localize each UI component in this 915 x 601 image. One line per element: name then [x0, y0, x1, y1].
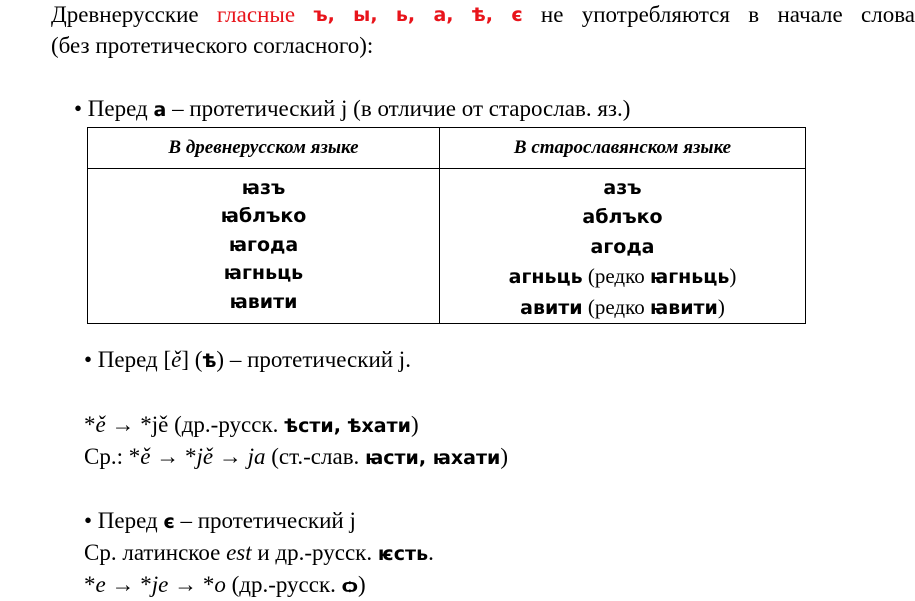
header-old-slavonic: В старославянском языке	[440, 128, 806, 169]
bullet-e-letter: ѣ	[202, 350, 217, 372]
rare-variant: ꙗгньць	[649, 266, 730, 289]
vowel-highlight: ъ,	[313, 4, 335, 26]
ex2-words: ꙗсти, ꙗхати	[365, 447, 501, 469]
example-e-to-o	[84, 570, 366, 601]
ex2-part: )	[500, 444, 508, 469]
old-russian-word: ꙗгньць	[223, 262, 304, 285]
ex4-part: → *	[105, 572, 152, 597]
ex1-part: )	[410, 412, 419, 437]
bullet-e-mid: ] (	[181, 347, 203, 372]
bullet-before-yat	[84, 345, 411, 376]
bullet-before-a	[74, 94, 630, 125]
ex1-part: *	[84, 412, 96, 437]
ex1-words: ѣсти, ѣхати	[284, 415, 411, 437]
intro-word: употребляются	[581, 2, 730, 27]
rare-note-close: )	[729, 264, 737, 289]
intro-word: слова	[861, 2, 915, 27]
rare-note: (редко	[582, 264, 650, 289]
old-slavonic-entry	[440, 174, 805, 203]
rare-note: (редко	[582, 294, 650, 319]
ex2-sound: jě	[196, 444, 214, 469]
vowel-highlight: а,	[433, 4, 454, 26]
bullet-ie-prefix: • Перед	[84, 508, 164, 533]
ex4-sound: e	[95, 572, 106, 597]
ex3-part: Ср. латинское	[84, 540, 227, 565]
intro-word: не	[540, 2, 564, 27]
ex2-part: Ср.: *	[84, 444, 141, 469]
ex2-sound: ja	[247, 444, 266, 469]
old-slavonic-entry	[440, 203, 805, 232]
old-slavonic-entry	[440, 262, 805, 292]
rare-note-close: )	[717, 294, 725, 319]
bullet-e-prefix: • Перед [	[84, 347, 172, 372]
old-russian-word: ꙗвити	[229, 290, 298, 313]
vowel-highlight: є	[511, 4, 523, 26]
intro-line-2: (без протетического согласного):	[51, 33, 374, 58]
vowel-highlight: ь,	[395, 4, 416, 26]
ex2-part: →	[213, 444, 248, 469]
table-body-row	[88, 169, 806, 324]
old-slavonic-word: авити	[520, 296, 583, 319]
old-slavonic-word: азъ	[603, 177, 642, 199]
old-russian-word: ꙗзъ	[241, 177, 286, 199]
example-yat-russian	[84, 410, 419, 441]
bullet-a-suffix: – протетический j (в отличие от старослав. яз.)	[166, 96, 631, 121]
header-old-russian: В древнерусском языке	[88, 128, 440, 169]
bullet-e-sound: ě	[171, 347, 182, 372]
bullet-ie-suffix: – протетический j	[174, 508, 356, 533]
ex2-part: → *	[150, 444, 197, 469]
vowel-highlight: гласные	[216, 2, 296, 27]
ex4-part: )	[358, 572, 366, 597]
comparison-table	[87, 127, 806, 324]
old-slavonic-entry	[440, 233, 805, 262]
ex4-sound: o	[214, 572, 226, 597]
old-slavonic-word: агода	[590, 235, 655, 258]
intro-word: Древнерусские	[51, 2, 199, 27]
intro-word: начале	[777, 2, 843, 27]
ex3-part: .	[428, 540, 434, 565]
rare-variant: ꙗвити	[649, 296, 718, 319]
ex2-part: (ст.-слав.	[265, 444, 366, 469]
table-header-row	[88, 128, 806, 169]
vowel-highlight: ы,	[353, 4, 378, 26]
ex4-part: (др.-русск.	[225, 572, 342, 597]
old-russian-column	[88, 169, 440, 324]
ex2-sound: ě	[140, 444, 151, 469]
old-slavonic-word: агньць	[508, 266, 583, 289]
ex1-sound: ě	[95, 412, 106, 437]
bullet-a-letter: а	[153, 99, 167, 121]
bullet-ie-letter: є	[163, 511, 175, 533]
old-russian-word: ꙗблъко	[220, 205, 307, 228]
bullet-before-ie	[84, 506, 356, 537]
ex4-part: → *	[168, 572, 215, 597]
ex1-part: → *jě (др.-русск.	[105, 412, 285, 437]
intro-line-1	[51, 0, 915, 30]
bullet-e-suffix: ) – протетический j.	[216, 347, 411, 372]
intro-word: в	[748, 2, 760, 27]
ex3-part: и др.-русск.	[251, 540, 378, 565]
old-slavonic-column	[440, 169, 806, 324]
ex3-latin: est	[226, 540, 252, 565]
old-slavonic-word: аблъко	[582, 206, 663, 229]
old-russian-word: ꙗгода	[228, 233, 299, 256]
bullet-a-prefix: • Перед	[74, 96, 154, 121]
example-latin-est	[84, 538, 434, 569]
ex4-part: *	[84, 572, 96, 597]
old-slavonic-entry	[440, 293, 805, 323]
vowel-highlight: ѣ,	[471, 4, 493, 26]
example-yat-slavonic	[84, 442, 508, 473]
ex4-sound: je	[151, 572, 169, 597]
ex4-word: ѻ	[341, 575, 359, 597]
ex3-word: ѥсть	[377, 543, 429, 565]
